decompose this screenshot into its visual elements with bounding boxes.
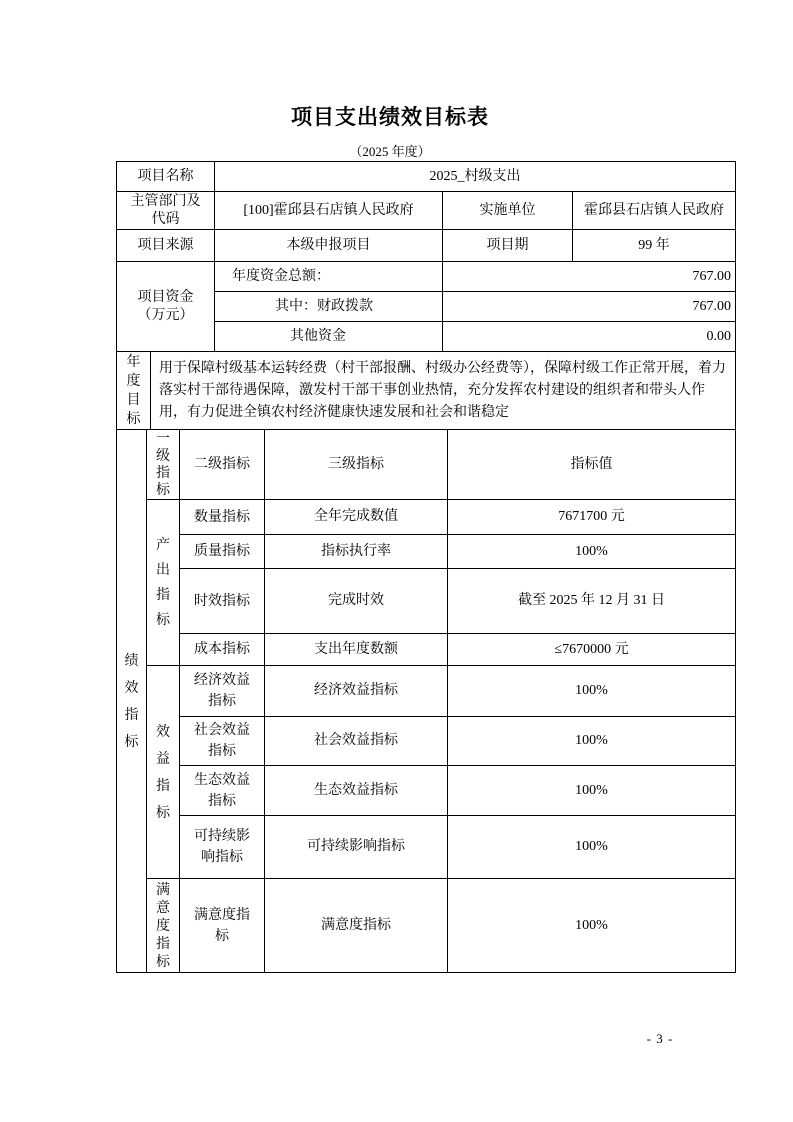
page-title: 项目支出绩效目标表 [291,105,489,129]
indicator-level3: 生态效益指标 [265,766,448,816]
indicator-level2: 成本指标 [180,634,265,666]
annual-goal-text: 用于保障村级基本运转经费（村干部报酬、村级办公经费等），保障村级工作正常开展，着力落实村干部待遇保障，激发村干部干事创业热情，充分发挥农村建设的组织者和带头人作用，有力促进全镇农村经济健康快速发展和社会和谐稳定 [151,352,736,430]
perf-group-label: 绩 效 指 标 [117,430,147,973]
dept-value: [100]霍邱县石店镇人民政府 [215,192,443,230]
page-subtitle: （2025 年度） [349,144,431,159]
indicator-value: 100% [448,879,736,973]
fund-total-value: 767.00 [443,262,736,292]
benefit-group-label: 效 益 指 标 [147,666,180,879]
indicator-level3: 满意度指标 [265,879,448,973]
indicator-level3: 经济效益指标 [265,666,448,717]
fund-fiscal-value: 767.00 [443,292,736,322]
header-level3: 三级指标 [265,430,448,500]
indicator-level2: 社会效益指标 [180,717,265,766]
header-level2: 二级指标 [180,430,265,500]
indicator-value: 100% [448,717,736,766]
indicator-value: 7671700 元 [448,500,736,535]
indicator-level3: 支出年度数额 [265,634,448,666]
indicators-table [116,429,736,973]
indicator-level2: 可持续影响指标 [180,816,265,879]
impl-unit-label: 实施单位 [443,192,573,230]
indicator-level2: 时效指标 [180,569,265,634]
indicator-value: ≤7670000 元 [448,634,736,666]
fund-other-label: 其他资金 [215,322,443,352]
header-value: 指标值 [448,430,736,500]
indicator-level2: 满意度指标 [180,879,265,973]
impl-unit-value: 霍邱县石店镇人民政府 [573,192,736,230]
indicator-level3: 社会效益指标 [265,717,448,766]
indicator-value: 100% [448,816,736,879]
indicator-value: 100% [448,766,736,816]
project-name-label: 项目名称 [117,162,215,192]
project-period-label: 项目期 [443,230,573,262]
fund-total-label: 年度资金总额： [215,262,443,292]
output-group-label: 产 出 指 标 [147,500,180,666]
indicator-level3: 可持续影响指标 [265,816,448,879]
indicator-level3: 完成时效 [265,569,448,634]
fund-fiscal-label: 其中：财政拨款 [215,292,443,322]
project-source-label: 项目来源 [117,230,215,262]
satisfaction-group-label: 满 意 度 指 标 [147,879,180,973]
annual-goal-label: 年 度 目 标 [117,352,151,430]
indicator-value: 100% [448,535,736,569]
indicator-level2: 经济效益指标 [180,666,265,717]
indicator-value: 截至 2025 年 12 月 31 日 [448,569,736,634]
funds-label: 项目资金（万元） [117,262,215,352]
project-info-table [116,161,736,352]
indicator-level3: 指标执行率 [265,535,448,569]
page-number: - 3 - [646,1031,674,1046]
fund-other-value: 0.00 [443,322,736,352]
project-period-value: 99 年 [573,230,736,262]
indicator-value: 100% [448,666,736,717]
dept-label: 主管部门及代码 [117,192,215,230]
project-source-value: 本级申报项目 [215,230,443,262]
form-table-area [116,161,736,973]
indicator-level2: 生态效益指标 [180,766,265,816]
project-name-value: 2025_村级支出 [215,162,736,192]
indicator-level3: 全年完成数值 [265,500,448,535]
indicator-level2: 数量指标 [180,500,265,535]
annual-goal-table [116,351,736,430]
header-level1: 一 级 指 标 [147,430,180,500]
indicator-level2: 质量指标 [180,535,265,569]
